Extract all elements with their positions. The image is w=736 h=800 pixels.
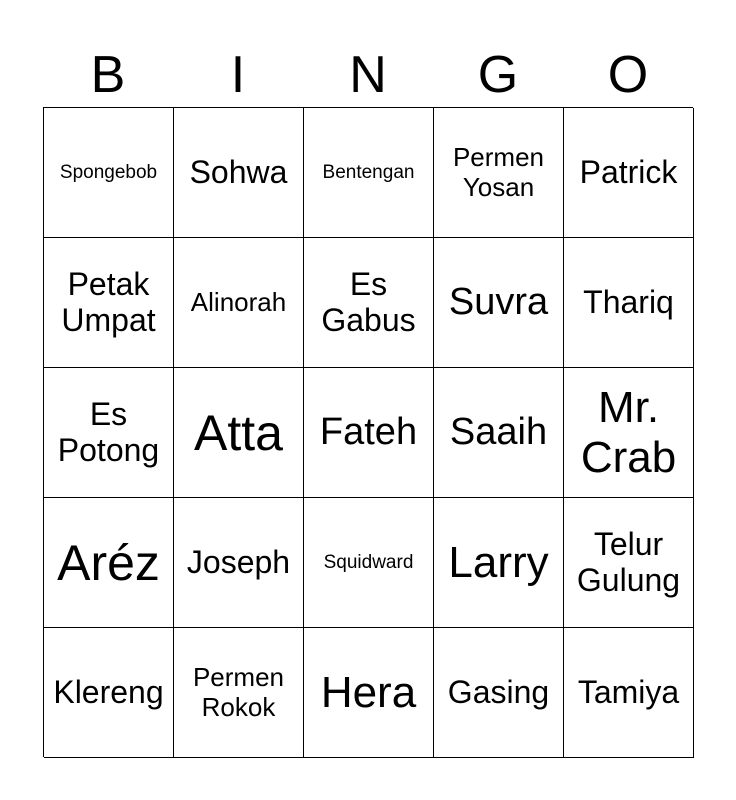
bingo-cell[interactable]: Atta — [174, 368, 304, 498]
bingo-cell[interactable]: Suvra — [434, 238, 564, 368]
bingo-cell[interactable]: Gasing — [434, 628, 564, 758]
bingo-cell[interactable]: Telur Gulung — [564, 498, 694, 628]
bingo-cell[interactable]: Bentengan — [304, 108, 434, 238]
bingo-cell[interactable]: Patrick — [564, 108, 694, 238]
bingo-cell[interactable]: Thariq — [564, 238, 694, 368]
header-letter-g: G — [477, 46, 519, 104]
bingo-cell[interactable]: Aréz — [44, 498, 174, 628]
header-letter-b: B — [90, 46, 126, 104]
bingo-cell[interactable]: Joseph — [174, 498, 304, 628]
bingo-cell[interactable]: Permen Yosan — [434, 108, 564, 238]
bingo-cell[interactable]: Hera — [304, 628, 434, 758]
bingo-cell[interactable]: Es Gabus — [304, 238, 434, 368]
header-letter-o: O — [607, 46, 649, 104]
bingo-cell[interactable]: Larry — [434, 498, 564, 628]
bingo-board — [43, 107, 693, 757]
bingo-cell[interactable]: Saaih — [434, 368, 564, 498]
bingo-cell[interactable]: Es Potong — [44, 368, 174, 498]
bingo-cell[interactable]: Spongebob — [44, 108, 174, 238]
bingo-cell[interactable]: Permen Rokok — [174, 628, 304, 758]
bingo-cell[interactable]: Mr. Crab — [564, 368, 694, 498]
bingo-cell[interactable]: Squidward — [304, 498, 434, 628]
bingo-cell[interactable]: Alinorah — [174, 238, 304, 368]
bingo-cell[interactable]: Petak Umpat — [44, 238, 174, 368]
header-letter-i: I — [230, 46, 246, 104]
bingo-cell[interactable]: Klereng — [44, 628, 174, 758]
bingo-cell[interactable]: Sohwa — [174, 108, 304, 238]
bingo-header — [43, 42, 693, 108]
bingo-cell[interactable]: Fateh — [304, 368, 434, 498]
header-letter-n: N — [349, 46, 387, 104]
bingo-cell[interactable]: Tamiya — [564, 628, 694, 758]
